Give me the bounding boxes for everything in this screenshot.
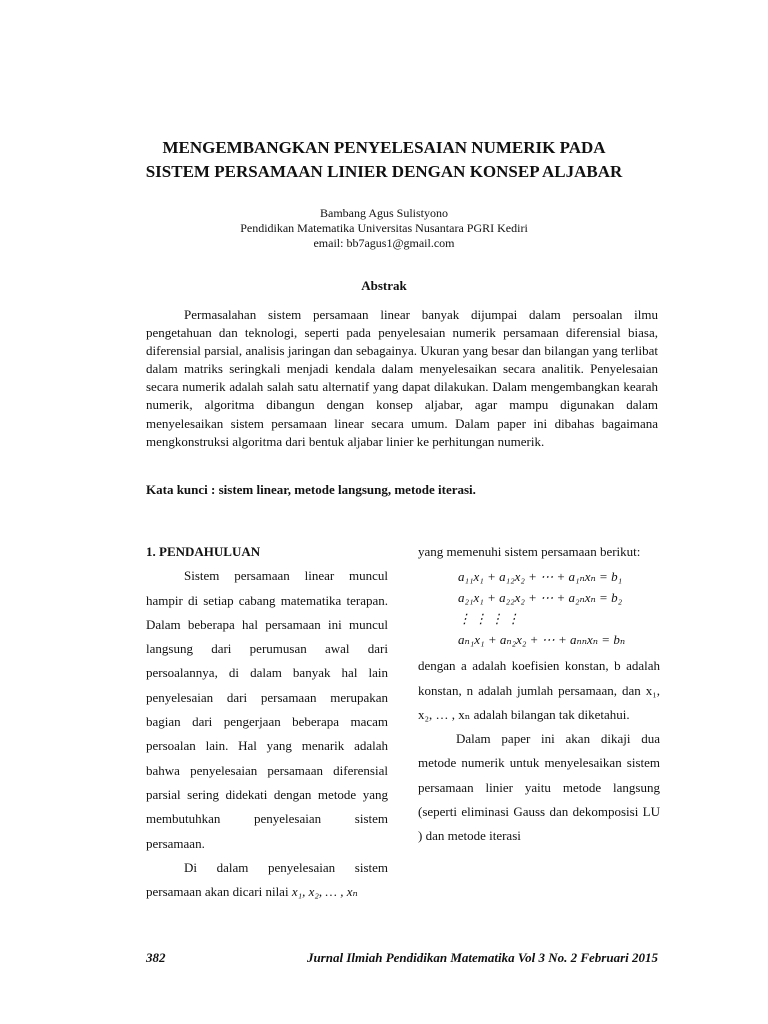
right-paragraph-1: yang memenuhi sistem persamaan berikut: [418, 544, 641, 559]
title-line-1: MENGEMBANGKAN PENYELESAIAN NUMERIK PADA [162, 138, 606, 157]
equation-row-1: a₁₁x₁ + a₁₂x₂ + ⋯ + a₁ₙxₙ = b₁ [458, 569, 623, 585]
page-number: 382 [146, 950, 166, 965]
intro-paragraph-2-text: Di dalam penyelesaian sistem persamaan akan dicari nilai [146, 859, 388, 900]
variables-math: x₁, x₂, … , xₙ [291, 884, 358, 900]
section-heading: 1. PENDAHULUAN [146, 544, 261, 559]
right-paragraph-2: dengan a adalah koefisien konstan, b adalah konstan, n adalah jumlah persamaan, dan x₁, x₂, … , xₙ adalah bilangan tak diketahui. [418, 658, 660, 722]
journal-name: Jurnal Ilmiah Pendidikan Matematika Vol 3 No. 2 Februari 2015 [306, 950, 658, 965]
paper-title [0, 136, 768, 184]
right-column [418, 540, 660, 849]
left-column [146, 540, 388, 904]
author-affiliation: Pendidikan Matematika Universitas Nusantara PGRI Kediri [240, 221, 528, 235]
right-paragraph-3: Dalam paper ini akan dikaji dua metode numerik untuk menyelesaikan sistem persamaan linier yaitu metode langsung (seperti eliminasi Gauss dan dekomposisi LU ) dan metode iterasi [418, 731, 660, 844]
equation-system [458, 566, 660, 650]
intro-paragraph-1: Sistem persamaan linear muncul hampir di setiap cabang matematika terapan. Dalam beberapa hal persamaan ini muncul langsung dari perumusan awal dari persoalannya, di dalam banyak hal lain penyelesaian dari persamaan merupakan bagian dari pengerjaan beberapa macam persoalan lain. Hal yang menarik adalah bahwa penyelesaian persamaan diferensial parsial sering didekati dengan metode yang membutuhkan penyelesaian sistem persamaan. [146, 568, 388, 851]
author-block [0, 206, 768, 251]
author-name: Bambang Agus Sulistyono [319, 206, 448, 220]
equation-row-dots: ⋮ ⋮ ⋮ ⋮ [458, 611, 520, 627]
abstract-heading: Abstrak [361, 278, 407, 293]
equation-row-2: a₂₁x₁ + a₂₂x₂ + ⋯ + a₂ₙxₙ = b₂ [458, 590, 623, 606]
keywords: Kata kunci : sistem linear, metode langsung, metode iterasi. [146, 482, 476, 497]
title-line-2: SISTEM PERSAMAAN LINIER DENGAN KONSEP ALJABAR [145, 162, 623, 181]
intro-paragraph-2 [146, 856, 388, 905]
abstract-text: Permasalahan sistem persamaan linear banyak dijumpai dalam persoalan ilmu pengetahuan dan teknologi, seperti pada penyelesaian numerik persamaan diferensial biasa, diferensial parsial, analisis jaringan dan sebagainya. Ukuran yang besar dan bilangan yang terlibat dalam matriks seringkali menjadi kendala dalam menyelesaikan secara analitik. Penyelesaian secara numerik adalah salah satu alternatif yang dapat dilakukan. Dalam mengembangkan kearah numerik, algoritma dibangun dengan konsep aljabar, agar mampu digunakan dalam menyelesaikan sistem persamaan linear secara umum. Dalam paper ini dibahas bagaimana mengkonstruksi algoritma dari bentuk aljabar linier ke perhitungan numerik. [146, 307, 658, 449]
author-email: email: bb7agus1@gmail.com [313, 236, 455, 250]
equation-row-n: aₙ₁x₁ + aₙ₂x₂ + ⋯ + aₙₙxₙ = bₙ [458, 632, 626, 648]
